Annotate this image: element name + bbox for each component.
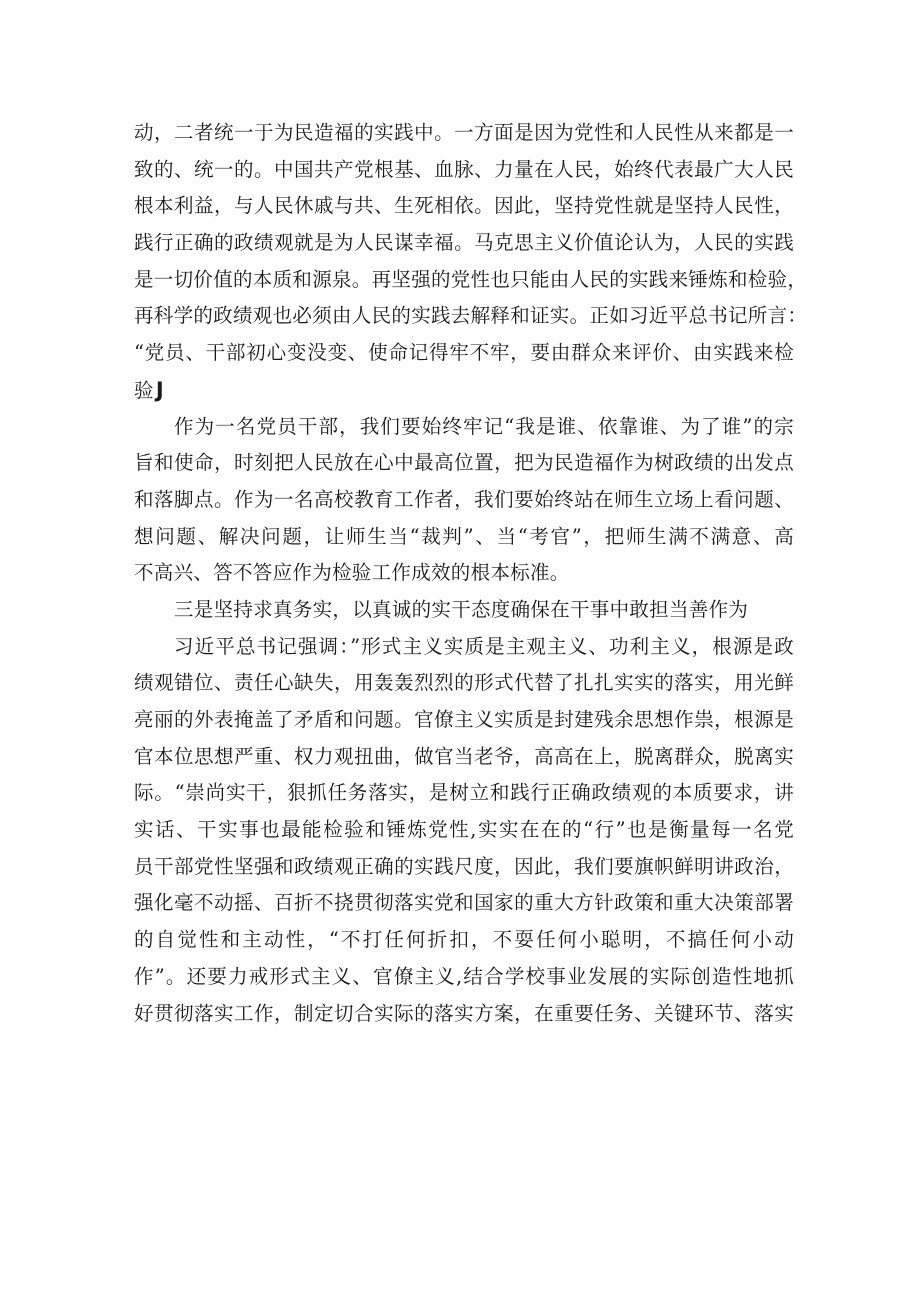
- text-line: 根本利益，与人民休戚与共、生死相依。因此，坚持党性就是坚持人民性，: [134, 194, 794, 218]
- paragraph-4: [134, 629, 794, 1033]
- text-line: 际。“崇尚实干，狠抓任务落实，是树立和践行正确政绩观的本质要求，讲: [134, 781, 794, 805]
- text-line: 致的、统一的。中国共产党根基、血脉、力量在人民，始终代表最广大人民: [134, 157, 794, 181]
- text-line: 的自觉性和主动性，“不打任何折扣，不耍任何小聪明，不搞任何小动: [134, 928, 794, 952]
- document-body: [134, 115, 808, 1032]
- text-line: 亮丽的外表掩盖了矛盾和问题。官僚主义实质是封建残余思想作祟，根源是: [134, 708, 794, 731]
- trailing-mark: J: [155, 377, 164, 402]
- text-line-content: 验: [134, 378, 154, 402]
- text-line: 是一切价值的本质和源泉。再坚强的党性也只能由人民的实践来锤炼和检验，: [134, 267, 808, 291]
- text-line: 践行正确的政绩观就是为人民谋幸福。马克思主义价值论认为，人民的实践: [134, 231, 794, 255]
- text-line: [134, 372, 794, 409]
- text-line: 员干部党性坚强和政绩观正确的实践尺度，因此，我们要旗帜鲜明讲政治，: [134, 854, 794, 878]
- text-line: 实话、干实事也最能检验和锤炼党性,实实在在的“行”也是衡量每一名党: [134, 818, 794, 842]
- text-line: 作为一名党员干部，我们要始终牢记“我是谁、依靠谁、为了谁”的宗: [174, 414, 794, 438]
- text-line: 绩观错位、责任心缺失，用轰轰烈烈的形式代替了扎扎实实的落实，用光鲜: [134, 671, 794, 695]
- text-line: 和落脚点。作为一名高校教育工作者，我们要始终站在师生立场上看问题、: [134, 487, 794, 511]
- text-line: 再科学的政绩观也必须由人民的实践去解释和证实。正如习近平总书记所言：: [134, 304, 808, 328]
- text-line: “党员、干部初心变没变、使命记得牢不牢，要由群众来评价、由实践来检: [134, 341, 794, 365]
- text-line: 不高兴、答不答应作为检验工作成效的根本标准。: [134, 561, 570, 585]
- text-line: 想问题、解决问题，让师生当“裁判”、当“考官”，把师生满不满意、高: [134, 524, 794, 548]
- text-line: 强化毫不动摇、百折不挠贯彻落实党和国家的重大方针政策和重大决策部署: [134, 891, 794, 915]
- text-line: 习近平总书记强调：”形式主义实质是主观主义、功利主义，根源是政: [174, 634, 794, 658]
- text-line: 动，二者统一于为民造福的实践中。一方面是因为党性和人民性从来都是一: [134, 121, 794, 144]
- paragraph-1: [134, 115, 808, 409]
- paragraph-2: [134, 409, 794, 592]
- section-heading: 三是坚持求真务实，以真诚的实干态度确保在干事中敢担当善作为: [174, 597, 749, 621]
- text-line: 作”。还要力戒形式主义、官僚主义,结合学校事业发展的实际创造性地抓: [134, 964, 794, 988]
- text-line: 旨和使命，时刻把人民放在心中最高位置，把为民造福作为树政绩的出发点: [134, 451, 794, 475]
- text-line: 好贯彻落实工作，制定切合实际的落实方案，在重要任务、关键环节、落实: [134, 1001, 794, 1025]
- paragraph-3: [134, 592, 794, 629]
- text-line: 官本位思想严重、权力观扭曲，做官当老爷，高高在上，脱离群众，脱离实: [134, 744, 794, 768]
